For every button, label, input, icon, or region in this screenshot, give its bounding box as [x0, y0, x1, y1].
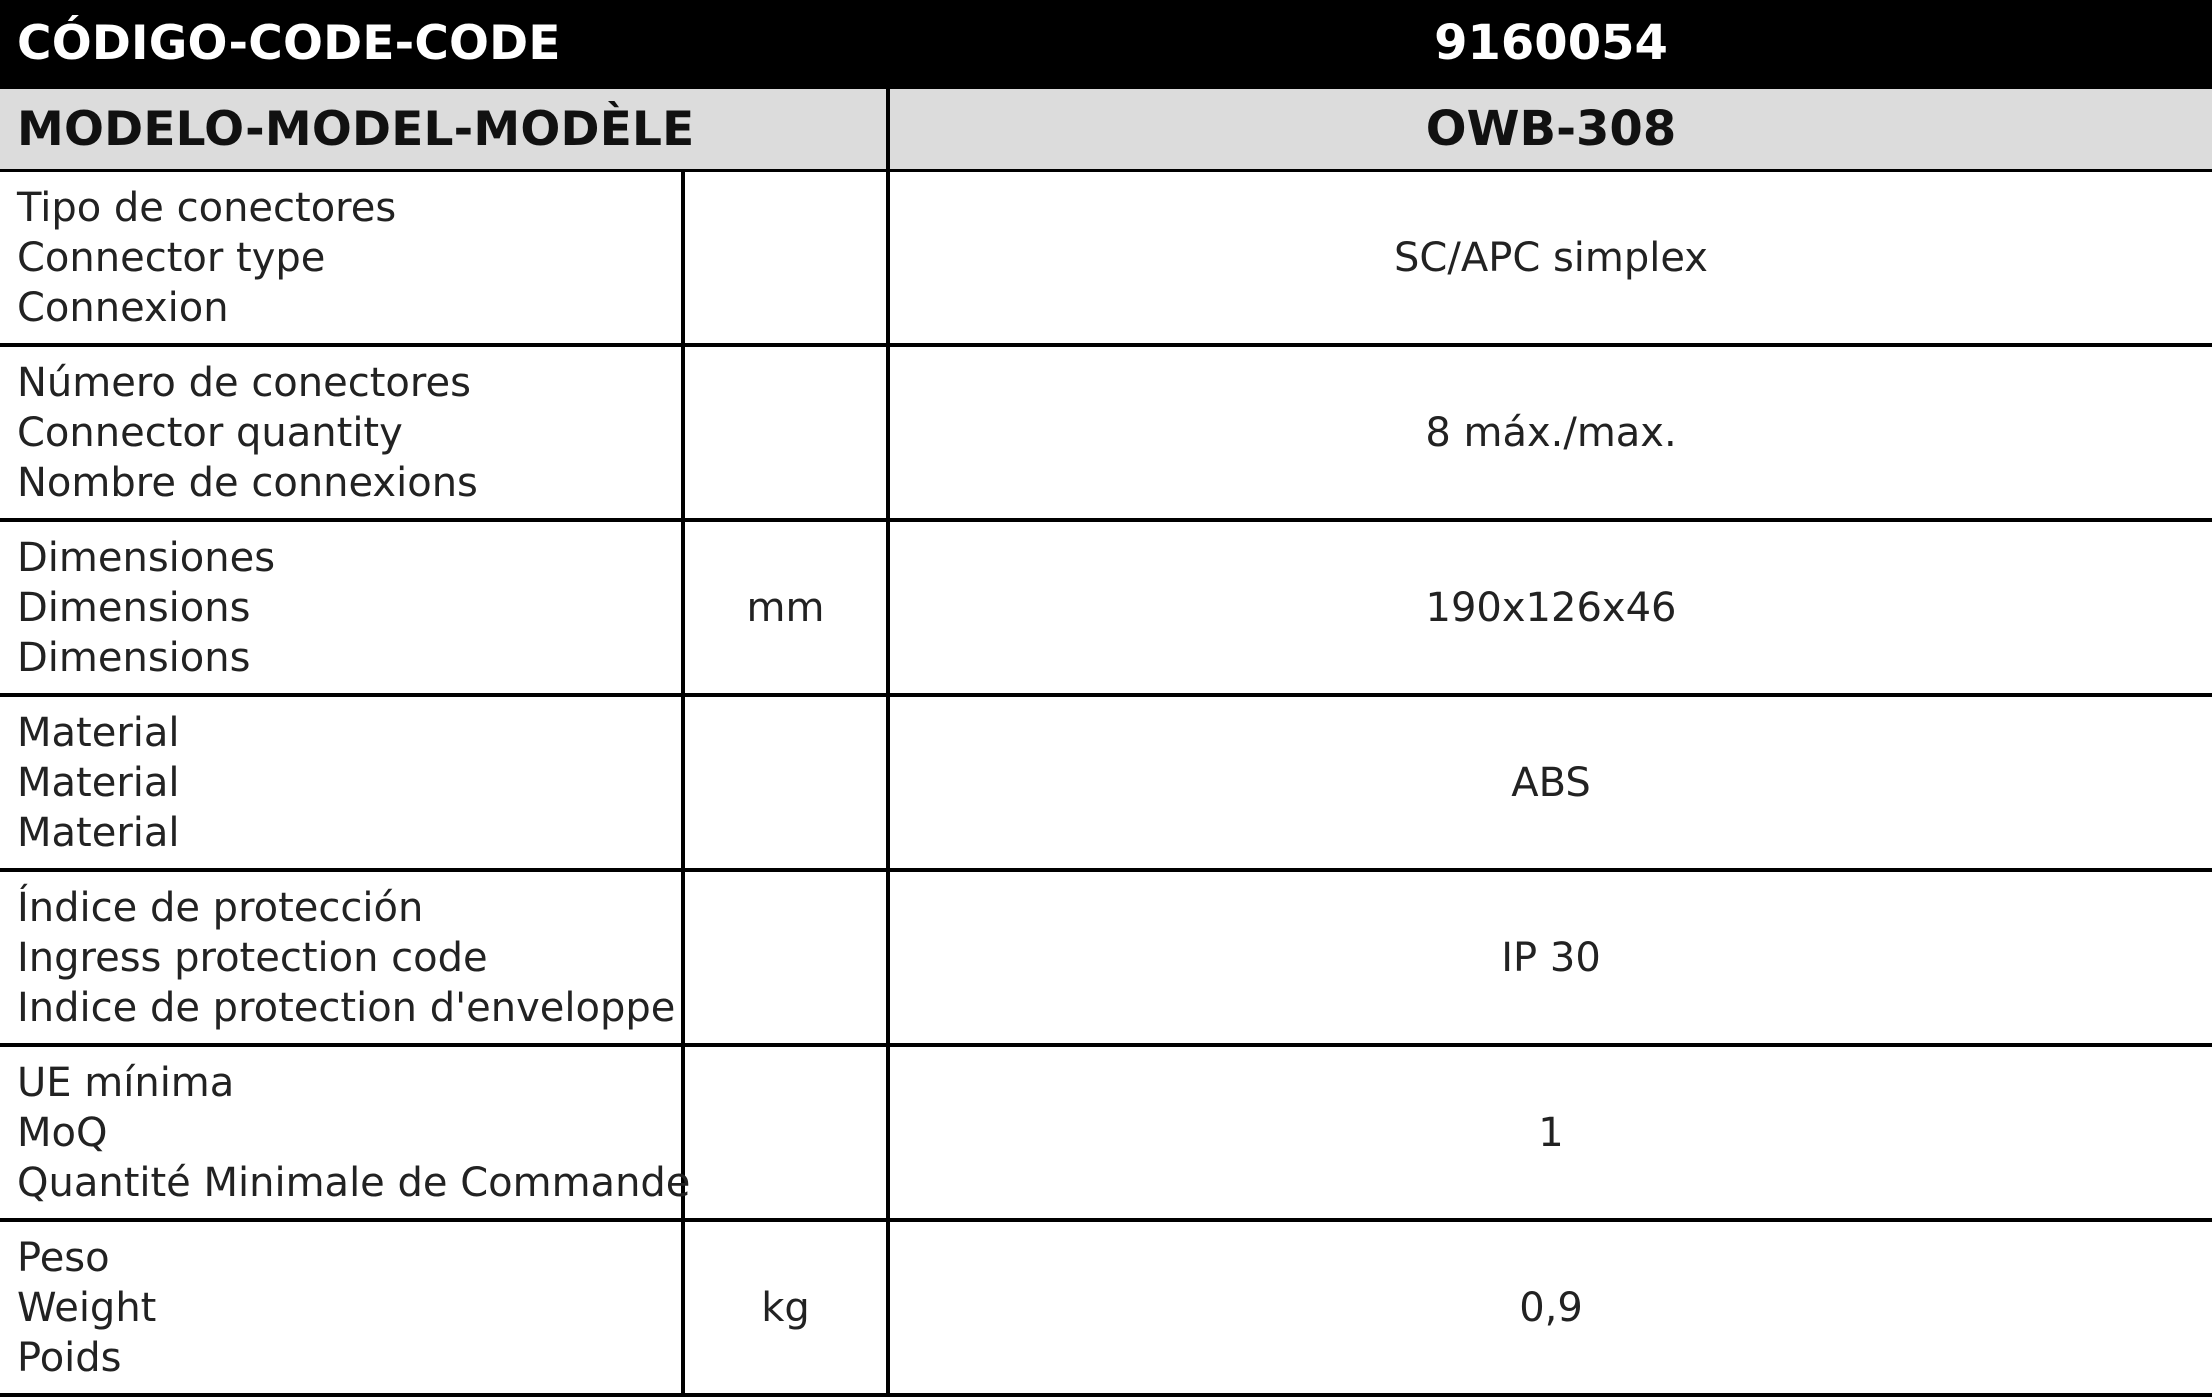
spec-label-fr: Dimensions [17, 634, 251, 681]
spec-label-fr: Indice de protection d'enveloppe [17, 984, 676, 1031]
spec-unit [685, 872, 890, 1043]
code-row [0, 0, 2212, 86]
spec-label [0, 522, 685, 693]
spec-unit [685, 1047, 890, 1218]
spec-value: 1 [1538, 1109, 1564, 1156]
spec-label-en: MoQ [17, 1109, 108, 1156]
spec-unit [685, 697, 890, 868]
spec-value: SC/APC simplex [1394, 234, 1708, 281]
spec-label [0, 1222, 685, 1393]
spec-label-es: Índice de protección [17, 884, 424, 931]
spec-value: 0,9 [1519, 1284, 1583, 1331]
spec-label-es: Material [17, 709, 180, 756]
code-value: 9160054 [1434, 15, 1668, 71]
spec-label-en: Dimensions [17, 584, 251, 631]
spec-row-ingress-protection [0, 872, 2212, 1047]
spec-row-weight [0, 1222, 2212, 1397]
spec-label-fr: Material [17, 809, 180, 856]
spec-label-es: Peso [17, 1234, 110, 1281]
spec-label [0, 872, 685, 1043]
model-value: OWB-308 [1425, 101, 1677, 157]
spec-label-es: Número de conectores [17, 359, 471, 406]
spec-label-en: Material [17, 759, 180, 806]
spec-label-en: Connector type [17, 234, 326, 281]
spec-label-es: Tipo de conectores [17, 184, 397, 231]
spec-label-fr: Connexion [17, 284, 229, 331]
model-label: MODELO-MODEL-MODÈLE [0, 89, 890, 169]
spec-value: 190x126x46 [1425, 584, 1677, 631]
spec-label-es: UE mínima [17, 1059, 235, 1106]
spec-label-es: Dimensiones [17, 534, 276, 581]
spec-row-material [0, 697, 2212, 872]
model-row [0, 86, 2212, 172]
spec-value: ABS [1511, 759, 1591, 806]
spec-unit: mm [685, 522, 890, 693]
spec-label [0, 1047, 691, 1218]
spec-unit [685, 347, 890, 518]
spec-row-connector-type [0, 172, 2212, 347]
spec-label-fr: Poids [17, 1334, 122, 1381]
spec-row-dimensions [0, 522, 2212, 697]
spec-value: IP 30 [1501, 934, 1601, 981]
spec-row-moq [0, 1047, 2212, 1222]
spec-label [0, 347, 685, 518]
spec-label-en: Connector quantity [17, 409, 403, 456]
spec-label-en: Weight [17, 1284, 157, 1331]
spec-label [0, 172, 685, 343]
spec-label-fr: Nombre de connexions [17, 459, 478, 506]
spec-value: 8 máx./max. [1425, 409, 1677, 456]
spec-row-connector-quantity [0, 347, 2212, 522]
spec-unit: kg [685, 1222, 890, 1393]
spec-label-fr: Quantité Minimale de Commande [17, 1159, 691, 1206]
spec-unit [685, 172, 890, 343]
spec-label-en: Ingress protection code [17, 934, 488, 981]
spec-label [0, 697, 685, 868]
code-label: CÓDIGO-CODE-CODE [17, 15, 561, 71]
